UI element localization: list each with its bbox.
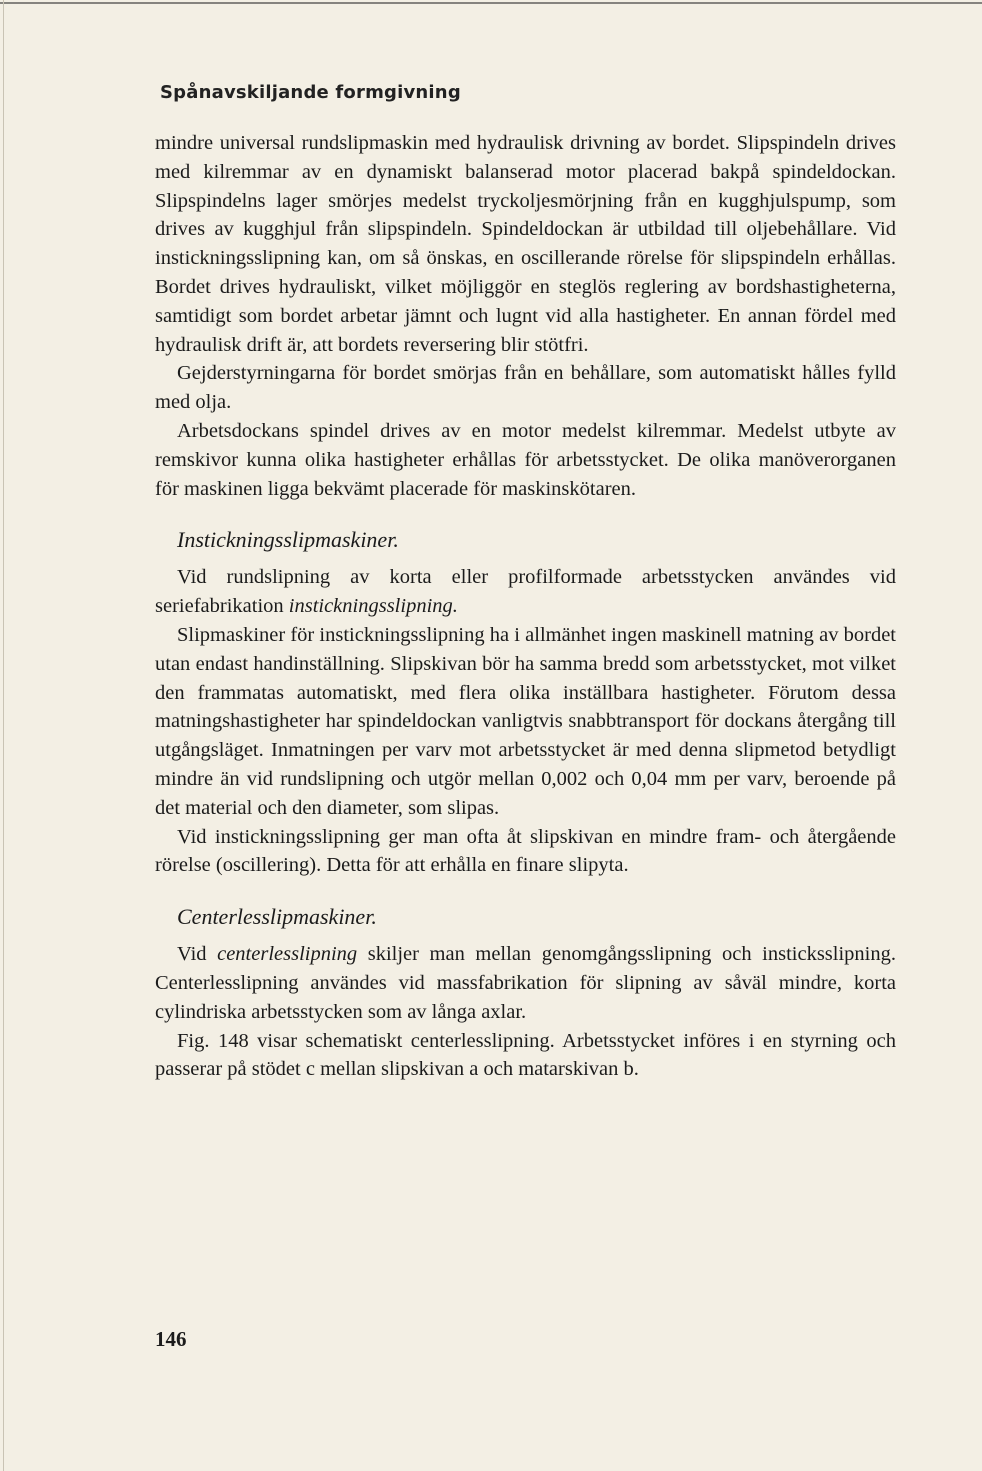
top-rule <box>0 2 982 4</box>
page-edge <box>3 0 4 1471</box>
text-run: Vid rundslipning av korta eller profilformade arbetsstycken användes vid seriefabrikation <box>155 566 896 618</box>
emphasis-term: instickningsslipning. <box>288 595 458 618</box>
emphasis-term: centerlesslipning <box>217 943 358 966</box>
paragraph: Vid instickningsslipning ger man ofta åt slipskivan en mindre fram- och återgående rörelse (oscillering). Detta för att erhålla en finare slipyta. <box>155 825 896 877</box>
paragraph: Arbetsdockans spindel drives av en motor medelst kilremmar. Medelst utbyte av remskivor kunna olika hastigheter erhållas för arbetsstycket. De olika manöverorganen för maskinen ligga bekvämt placerade för maskinskötaren. <box>155 419 896 500</box>
paragraph <box>155 940 896 1026</box>
page-number: 146 <box>155 1327 187 1351</box>
running-head: Spånavskiljande formgivning <box>160 82 461 103</box>
section-heading-centerless: Centerlesslipmaskiner. <box>177 904 377 930</box>
paragraph: Gejderstyrningarna för bordet smörjas från en behållare, som automatiskt hålles fylld med olja. <box>155 362 896 414</box>
text-run: skiljer man mellan genomgångsslipning och insticksslipning. Centerlesslipning användes vid massfabrikation för slipning av såväl mindre, korta cylindriska arbetsstycken som av långa axlar. <box>155 943 896 1023</box>
paragraph: Slipmaskiner för instickningsslipning ha i allmänhet ingen maskinell matning av bordet utan endast handinställning. Slipskivan bör ha samma bredd som arbetsstycket, mot vilket den frammatas automatiskt, med flera olika inställbara hastigheter. Förutom dessa matningshastigheter har spindeldockan vanligtvis snabbtransport för dockans återgång till utgångsläget. Inmatningen per varv mot arbetsstycket är med denna slipmetod betydligt mindre än vid rundslipning och utgör mellan 0,002 och 0,04 mm per varv, beroende på det material och den diameter, som slipas. <box>155 623 896 819</box>
paragraph <box>155 563 896 621</box>
body-text <box>155 129 896 1084</box>
paragraph: Fig. 148 visar schematiskt centerlesslipning. Arbetsstycket införes i en styrning och passerar på stödet c mellan slipskivan a och matarskivan b. <box>155 1029 896 1081</box>
text-run: Vid <box>177 943 218 966</box>
section-heading-instickning: Instickningsslipmaskiner. <box>177 527 399 553</box>
paragraph: mindre universal rundslipmaskin med hydraulisk drivning av bordet. Slipspindeln drives med kilremmar av en dynamiskt balanserad motor placerad bakpå spindeldockan. Slipspindelns lager smörjes medelst tryckoljesmörjning från en kugghjulspump, som drives av kugghjul från slipspindeln. Spindeldockan är utbildad till oljebehållare. Vid instickningsslipning kan, om så önskas, en oscillerande rörelse för slipspindeln erhållas. Bordet drives hydrauliskt, vilket möjliggör en steglös reglering av bordshastigheterna, samtidigt som bordet arbetar jämnt och lugnt vid alla hastigheter. En annan fördel med hydraulisk drift är, att bordets reversering blir stötfri. <box>155 132 896 356</box>
